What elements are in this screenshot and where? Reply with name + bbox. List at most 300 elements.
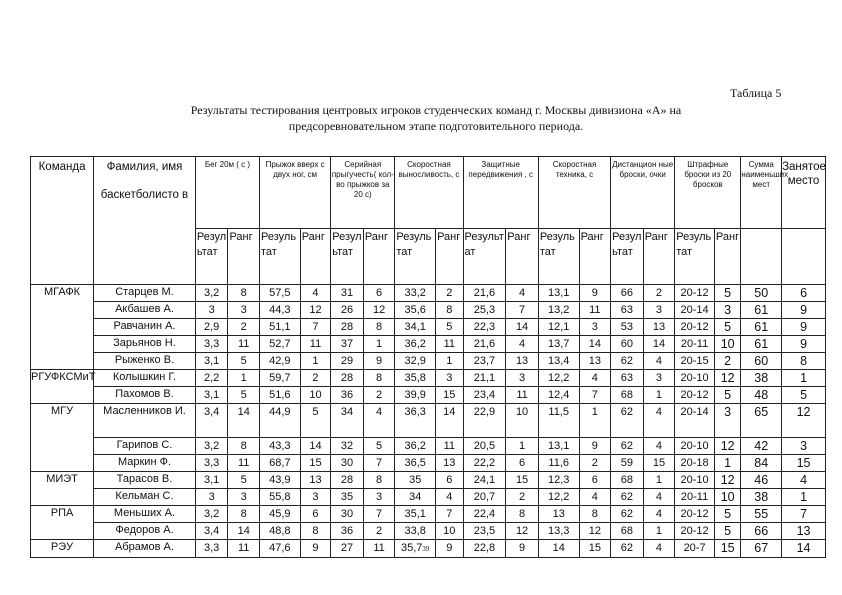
result-cell: 13,1 — [538, 285, 579, 302]
subheader-rank: Ранг — [436, 229, 463, 285]
result-cell: 23,5 — [463, 523, 506, 540]
result-cell: 21,1 — [463, 370, 506, 387]
result-cell: 68 — [611, 387, 644, 404]
rank-cell: 1 — [506, 438, 539, 455]
rank-cell: 9 — [436, 540, 463, 558]
result-cell: 20,7 — [463, 489, 506, 506]
sum-cell: 38 — [741, 489, 782, 506]
rank-cell: 15 — [714, 540, 740, 558]
rank-cell: 12 — [714, 438, 740, 455]
sum-cell: 60 — [741, 353, 782, 370]
rank-cell: 12 — [579, 523, 611, 540]
rank-cell: 4 — [579, 370, 611, 387]
rank-cell: 8 — [228, 438, 260, 455]
subheader-result: Результат — [195, 229, 228, 285]
rank-cell: 11 — [300, 336, 331, 353]
table-row — [31, 319, 826, 336]
result-cell: 3 — [195, 302, 228, 319]
rank-cell: 9 — [579, 438, 611, 455]
rank-cell: 3 — [714, 302, 740, 319]
title-line-2: предсоревновательном этапе подготовительного периода. — [288, 119, 584, 133]
result-cell: 68,7 — [260, 455, 301, 472]
rank-cell: 14 — [643, 336, 675, 353]
result-cell: 28 — [331, 319, 364, 336]
subheader-rank: Ранг — [714, 229, 740, 285]
result-cell: 68 — [611, 523, 644, 540]
result-cell: 36,2 — [395, 438, 436, 455]
result-cell: 13,1 — [538, 438, 579, 455]
team-cell: РПА — [31, 506, 94, 540]
rank-cell: 3 — [579, 319, 611, 336]
sum-cell: 61 — [741, 302, 782, 319]
result-cell: 62 — [611, 540, 644, 558]
place-cell: 15 — [782, 455, 826, 472]
result-cell: 28 — [331, 370, 364, 387]
rank-cell: 5 — [228, 353, 260, 370]
rank-cell: 4 — [436, 489, 463, 506]
result-cell: 20-14 — [675, 302, 715, 319]
player-name: Кельман С. — [94, 489, 196, 506]
rank-cell: 11 — [436, 438, 463, 455]
result-cell: 35,6 — [395, 302, 436, 319]
result-cell: 20-15 — [675, 353, 715, 370]
rank-cell: 3 — [300, 489, 331, 506]
header-test-jump: Прыжок вверх с двух ног, см — [260, 157, 331, 229]
subheader-rank: Ранг — [579, 229, 611, 285]
result-cell: 20-12 — [675, 319, 715, 336]
rank-cell: 2 — [506, 489, 539, 506]
rank-cell: 1 — [579, 404, 611, 438]
result-cell: 20,5 — [463, 438, 506, 455]
result-cell: 57,5 — [260, 285, 301, 302]
rank-cell: 10 — [506, 404, 539, 438]
result-cell: 22,2 — [463, 455, 506, 472]
rank-cell: 2 — [436, 285, 463, 302]
result-cell: 47,6 — [260, 540, 301, 558]
result-cell: 11,5 — [538, 404, 579, 438]
result-cell: 12,2 — [538, 370, 579, 387]
result-cell: 2,9 — [195, 319, 228, 336]
result-cell: 30 — [331, 455, 364, 472]
player-name: Федоров А. — [94, 523, 196, 540]
result-cell: 36,3 — [395, 404, 436, 438]
header-sum: Сумма наименьших мест — [741, 157, 782, 229]
sum-cell: 66 — [741, 523, 782, 540]
result-cell: 53 — [611, 319, 644, 336]
rank-cell: 3 — [363, 489, 395, 506]
place-cell: 4 — [782, 472, 826, 489]
sum-cell: 48 — [741, 387, 782, 404]
rank-cell: 12 — [300, 302, 331, 319]
rank-cell: 8 — [300, 523, 331, 540]
result-cell: 68 — [611, 472, 644, 489]
rank-cell: 5 — [714, 523, 740, 540]
rank-cell: 2 — [363, 523, 395, 540]
result-cell: 39,9 — [395, 387, 436, 404]
rank-cell: 3 — [714, 404, 740, 438]
result-cell: 36,2 — [395, 336, 436, 353]
rank-cell: 1 — [228, 370, 260, 387]
subheader-result: Результат — [260, 229, 301, 285]
rank-cell: 2 — [363, 387, 395, 404]
rank-cell: 8 — [579, 506, 611, 523]
header-test-distance: Дистанцион ные броски, очки — [611, 157, 675, 229]
table-row — [31, 336, 826, 353]
team-cell: МИЭТ — [31, 472, 94, 506]
result-cell — [395, 540, 436, 558]
rank-cell: 8 — [436, 302, 463, 319]
result-cell: 59,7 — [260, 370, 301, 387]
rank-cell: 2 — [714, 353, 740, 370]
place-cell: 1 — [782, 489, 826, 506]
page-number: 39 — [422, 545, 430, 553]
result-cell: 35,8 — [395, 370, 436, 387]
rank-cell: 2 — [300, 370, 331, 387]
rank-cell: 14 — [300, 438, 331, 455]
result-cell: 22,3 — [463, 319, 506, 336]
result-cell: 13,7 — [538, 336, 579, 353]
sum-cell: 84 — [741, 455, 782, 472]
result-cell: 22,9 — [463, 404, 506, 438]
rank-cell: 4 — [300, 285, 331, 302]
rank-cell: 4 — [363, 404, 395, 438]
rank-cell: 7 — [579, 387, 611, 404]
rank-cell: 3 — [228, 302, 260, 319]
rank-cell: 5 — [714, 506, 740, 523]
result-cell: 20-14 — [675, 404, 715, 438]
result-cell: 32,9 — [395, 353, 436, 370]
rank-cell: 9 — [506, 540, 539, 558]
rank-cell: 15 — [300, 455, 331, 472]
result-cell: 43,3 — [260, 438, 301, 455]
rank-cell: 10 — [714, 489, 740, 506]
result-cell: 62 — [611, 506, 644, 523]
result-cell: 63 — [611, 370, 644, 387]
subheader-empty-sum — [741, 229, 782, 285]
rank-cell: 13 — [436, 455, 463, 472]
subheader-result: Результат — [538, 229, 579, 285]
rank-cell: 14 — [506, 319, 539, 336]
rank-cell: 3 — [643, 302, 675, 319]
rank-cell: 11 — [228, 336, 260, 353]
player-name: Маркин Ф. — [94, 455, 196, 472]
result-cell: 21,6 — [463, 336, 506, 353]
result-cell: 23,4 — [463, 387, 506, 404]
rank-cell: 4 — [643, 506, 675, 523]
place-cell: 7 — [782, 506, 826, 523]
rank-cell: 8 — [363, 319, 395, 336]
player-name: Тарасов В. — [94, 472, 196, 489]
result-cell: 14 — [538, 540, 579, 558]
subheader-result: Результат — [611, 229, 644, 285]
result-cell: 20-12 — [675, 523, 715, 540]
result-cell: 20-7 — [675, 540, 715, 558]
rank-cell: 5 — [363, 438, 395, 455]
header-test-free-throws: Штрафные броски из 20 бросков — [675, 157, 741, 229]
rank-cell: 8 — [363, 472, 395, 489]
result-cell: 20-18 — [675, 455, 715, 472]
result-cell: 20-11 — [675, 489, 715, 506]
rank-cell: 11 — [506, 387, 539, 404]
result-cell: 20-10 — [675, 438, 715, 455]
result-cell: 20-12 — [675, 387, 715, 404]
rank-cell: 11 — [363, 540, 395, 558]
rank-cell: 1 — [363, 336, 395, 353]
sum-cell: 46 — [741, 472, 782, 489]
result-cell: 62 — [611, 353, 644, 370]
header-player — [94, 157, 196, 285]
rank-cell: 5 — [436, 319, 463, 336]
subheader-rank: Ранг — [300, 229, 331, 285]
result-cell: 34 — [331, 404, 364, 438]
result-cell: 23,7 — [463, 353, 506, 370]
rank-cell: 8 — [363, 370, 395, 387]
rank-cell: 1 — [643, 472, 675, 489]
player-name: Масленников И. — [94, 404, 196, 438]
result-cell: 3,4 — [195, 404, 228, 438]
table-row — [31, 285, 826, 302]
result-cell: 3,3 — [195, 455, 228, 472]
rank-cell: 1 — [300, 353, 331, 370]
table-row — [31, 472, 826, 489]
team-cell: РГУФКСМиТ — [31, 370, 94, 404]
team-cell: МГАФК — [31, 285, 94, 370]
player-name: Старцев М. — [94, 285, 196, 302]
rank-cell: 13 — [506, 353, 539, 370]
rank-cell: 6 — [579, 472, 611, 489]
result-cell: 59 — [611, 455, 644, 472]
result-cell: 62 — [611, 489, 644, 506]
result-cell: 62 — [611, 438, 644, 455]
rank-cell: 8 — [506, 506, 539, 523]
rank-cell: 6 — [506, 455, 539, 472]
table-row — [31, 404, 826, 438]
place-cell: 9 — [782, 302, 826, 319]
subheader-result: Результат — [331, 229, 364, 285]
result-cell: 13,4 — [538, 353, 579, 370]
place-cell: 9 — [782, 319, 826, 336]
place-cell: 12 — [782, 404, 826, 438]
result-cell: 33,2 — [395, 285, 436, 302]
result-cell: 32 — [331, 438, 364, 455]
result-cell: 3,3 — [195, 540, 228, 558]
player-name: Меньших А. — [94, 506, 196, 523]
result-cell: 3,1 — [195, 472, 228, 489]
result-cell: 13,3 — [538, 523, 579, 540]
rank-cell: 15 — [506, 472, 539, 489]
rank-cell: 3 — [228, 489, 260, 506]
table-row — [31, 370, 826, 387]
rank-cell: 14 — [228, 404, 260, 438]
subheader-result: Результат — [675, 229, 715, 285]
result-cell: 22,8 — [463, 540, 506, 558]
result-cell: 29 — [331, 353, 364, 370]
table-row — [31, 302, 826, 319]
rank-cell: 3 — [643, 370, 675, 387]
rank-cell: 5 — [228, 472, 260, 489]
result-cell: 3,3 — [195, 336, 228, 353]
table-row — [31, 540, 826, 558]
rank-cell: 4 — [506, 336, 539, 353]
result-cell: 51,6 — [260, 387, 301, 404]
player-name: Колышкин Г. — [94, 370, 196, 387]
rank-cell: 7 — [506, 302, 539, 319]
result-cell: 3,4 — [195, 523, 228, 540]
player-name: Акбашев А. — [94, 302, 196, 319]
sum-cell: 42 — [741, 438, 782, 455]
result-cell: 20-12 — [675, 506, 715, 523]
player-name: Абрамов А. — [94, 540, 196, 558]
result-cell: 12,2 — [538, 489, 579, 506]
result-cell: 42,9 — [260, 353, 301, 370]
rank-cell: 2 — [228, 319, 260, 336]
rank-cell: 7 — [436, 506, 463, 523]
subheader-result: Результат — [395, 229, 436, 285]
rank-cell: 4 — [506, 285, 539, 302]
player-name: Рыженко В. — [94, 353, 196, 370]
rank-cell: 4 — [643, 404, 675, 438]
sum-cell: 61 — [741, 319, 782, 336]
rank-cell: 12 — [363, 302, 395, 319]
result-cell: 13 — [538, 506, 579, 523]
result-cell: 43,9 — [260, 472, 301, 489]
rank-cell: 5 — [300, 404, 331, 438]
player-name: Пахомов В. — [94, 387, 196, 404]
table-row — [31, 438, 826, 455]
place-cell: 1 — [782, 370, 826, 387]
result-cell: 55,8 — [260, 489, 301, 506]
rank-cell: 9 — [579, 285, 611, 302]
table-row — [31, 506, 826, 523]
table-row — [31, 489, 826, 506]
rank-cell: 2 — [643, 285, 675, 302]
result-cell: 36 — [331, 387, 364, 404]
result-cell: 36,5 — [395, 455, 436, 472]
rank-cell: 5 — [228, 387, 260, 404]
result-cell: 66 — [611, 285, 644, 302]
place-cell: 8 — [782, 353, 826, 370]
subheader-rank: Ранг — [363, 229, 395, 285]
rank-cell: 5 — [714, 319, 740, 336]
place-cell: 13 — [782, 523, 826, 540]
result-cell: 45,9 — [260, 506, 301, 523]
rank-cell: 13 — [643, 319, 675, 336]
subheader-result: Результат — [463, 229, 506, 285]
rank-cell: 1 — [714, 455, 740, 472]
player-name: Зарьянов Н. — [94, 336, 196, 353]
rank-cell: 13 — [300, 472, 331, 489]
result-cell: 12,1 — [538, 319, 579, 336]
sum-cell: 65 — [741, 404, 782, 438]
rank-cell: 1 — [436, 353, 463, 370]
rank-cell: 11 — [579, 302, 611, 319]
result-cell: 62 — [611, 404, 644, 438]
result-cell: 25,3 — [463, 302, 506, 319]
rank-cell: 4 — [643, 353, 675, 370]
team-cell: РЭУ — [31, 540, 94, 558]
result-cell: 52,7 — [260, 336, 301, 353]
rank-cell: 3 — [506, 370, 539, 387]
rank-cell: 5 — [714, 285, 740, 302]
table-row — [31, 523, 826, 540]
result-cell: 20-12 — [675, 285, 715, 302]
player-name: Гарипов С. — [94, 438, 196, 455]
rank-cell: 4 — [579, 489, 611, 506]
table-row — [31, 455, 826, 472]
rank-cell: 7 — [300, 319, 331, 336]
rank-cell: 7 — [363, 506, 395, 523]
header-test-technique: Скоростная техника, с — [538, 157, 610, 229]
result-cell: 60 — [611, 336, 644, 353]
result-cell: 30 — [331, 506, 364, 523]
result-cell: 20-10 — [675, 370, 715, 387]
header-player-line2: баскетболисто в — [100, 189, 189, 201]
rank-cell: 9 — [363, 353, 395, 370]
result-cell: 3,2 — [195, 438, 228, 455]
result-value: 35,7 — [401, 542, 423, 554]
result-cell: 35,1 — [395, 506, 436, 523]
subheader-rank: Ранг — [228, 229, 260, 285]
result-cell: 13,2 — [538, 302, 579, 319]
result-cell: 34 — [395, 489, 436, 506]
rank-cell: 5 — [714, 387, 740, 404]
rank-cell: 10 — [714, 336, 740, 353]
result-cell: 3,1 — [195, 387, 228, 404]
rank-cell: 3 — [436, 370, 463, 387]
result-cell: 35 — [331, 489, 364, 506]
title-line-1: Результаты тестирования центровых игроков студенческих команд г. Москвы дивизиона «А» на — [190, 103, 682, 117]
header-test-run: Бег 20м ( с ) — [195, 157, 259, 229]
rank-cell: 8 — [228, 506, 260, 523]
rank-cell: 4 — [643, 540, 675, 558]
result-cell: 21,6 — [463, 285, 506, 302]
result-cell: 3,1 — [195, 353, 228, 370]
table-row — [31, 353, 826, 370]
subheader-empty-place — [782, 229, 826, 285]
result-cell: 37 — [331, 336, 364, 353]
sum-cell: 61 — [741, 336, 782, 353]
player-name: Равчанин А. — [94, 319, 196, 336]
result-cell: 3 — [195, 489, 228, 506]
rank-cell: 13 — [579, 353, 611, 370]
rank-cell: 1 — [643, 387, 675, 404]
place-cell: 6 — [782, 285, 826, 302]
place-cell: 14 — [782, 540, 826, 558]
rank-cell: 12 — [714, 370, 740, 387]
table-label: Таблица 5 — [730, 86, 782, 100]
rank-cell: 15 — [436, 387, 463, 404]
table-row — [31, 387, 826, 404]
rank-cell: 2 — [579, 455, 611, 472]
subheader-rank: Ранг — [643, 229, 675, 285]
rank-cell: 14 — [579, 336, 611, 353]
sum-cell: 55 — [741, 506, 782, 523]
result-cell: 12,3 — [538, 472, 579, 489]
header-player-line1: Фамилия, имя — [106, 161, 183, 173]
place-cell: 3 — [782, 438, 826, 455]
result-cell: 36 — [331, 523, 364, 540]
rank-cell: 12 — [506, 523, 539, 540]
header-place: Занятое место — [782, 157, 826, 229]
result-cell: 27 — [331, 540, 364, 558]
place-cell: 5 — [782, 387, 826, 404]
result-cell: 20-11 — [675, 336, 715, 353]
subheader-rank: Ранг — [506, 229, 539, 285]
rank-cell: 12 — [714, 472, 740, 489]
sum-cell: 67 — [741, 540, 782, 558]
results-table — [30, 156, 826, 558]
rank-cell: 4 — [643, 489, 675, 506]
